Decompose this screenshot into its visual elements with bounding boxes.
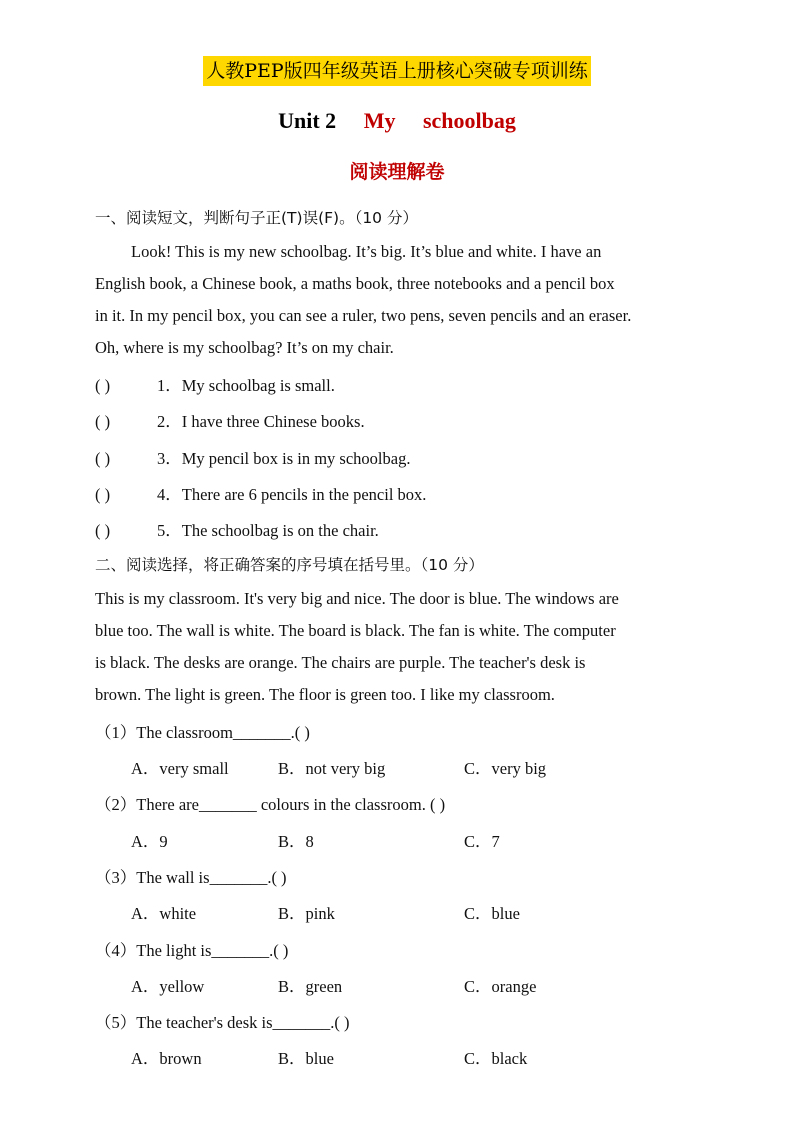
unit-title-word-1: My (363, 108, 396, 133)
mc-question-stem: （2）There are_______ colours in the classroom. ( ) (95, 795, 446, 814)
option-c[interactable]: C．orange (464, 977, 537, 996)
section1-passage-line: Oh, where is my schoolbag? It’s on my chair. (95, 338, 394, 357)
unit-label: Unit 2 (278, 108, 337, 133)
question-text: 5．The schoolbag is on the chair. (157, 521, 379, 540)
option-b[interactable]: B．not very big (278, 759, 386, 778)
unit-title-word-2: schoolbag (422, 108, 516, 133)
mc-question-stem: （5）The teacher's desk is_______.( ) (95, 1013, 350, 1032)
option-b[interactable]: B．8 (278, 832, 314, 851)
question-text: 4．There are 6 pencils in the pencil box. (157, 485, 427, 504)
option-c[interactable]: C．blue (464, 904, 520, 923)
unit-title (0, 108, 794, 134)
answer-blank[interactable]: ( ) (95, 449, 111, 468)
option-a[interactable]: A．yellow (131, 977, 205, 996)
option-c[interactable]: C．7 (464, 832, 500, 851)
answer-blank[interactable]: ( ) (95, 521, 111, 540)
question-text: 1．My schoolbag is small. (157, 376, 335, 395)
answer-blank[interactable]: ( ) (95, 412, 111, 431)
section1-passage-line: in it. In my pencil box, you can see a ruler, two pens, seven pencils and an eraser. (95, 306, 632, 325)
question-text: 3．My pencil box is in my schoolbag. (157, 449, 411, 468)
option-a[interactable]: A．very small (131, 759, 229, 778)
section1-heading: 一、阅读短文，判断句子正(T)误(F)。（10 分） (95, 209, 418, 227)
option-a[interactable]: A．white (131, 904, 197, 923)
section1-passage-line: English book, a Chinese book, a maths book, three notebooks and a pencil box (95, 274, 615, 293)
mc-question-stem: （3）The wall is_______.( ) (95, 868, 287, 887)
tf-question (95, 481, 426, 505)
tf-question (95, 408, 365, 432)
paper-subtitle: 阅读理解卷 (349, 161, 445, 183)
tf-question (95, 445, 410, 469)
tf-question (95, 517, 379, 541)
mc-question-stem: （1）The classroom_______.( ) (95, 723, 310, 742)
option-b[interactable]: B．pink (278, 904, 335, 923)
option-c[interactable]: C．very big (464, 759, 547, 778)
question-text: 2．I have three Chinese books. (157, 412, 365, 431)
section2-passage-line: is black. The desks are orange. The chairs are purple. The teacher's desk is (95, 653, 586, 672)
section2-passage-line: brown. The light is green. The floor is green too. I like my classroom. (95, 685, 555, 704)
option-a[interactable]: A．brown (131, 1049, 202, 1068)
option-c[interactable]: C．black (464, 1049, 528, 1068)
mc-question-stem: （4）The light is_______.( ) (95, 941, 289, 960)
option-b[interactable]: B．green (278, 977, 343, 996)
section2-passage-line: blue too. The wall is white. The board is black. The fan is white. The computer (95, 621, 616, 640)
section1-passage-line: Look! This is my new schoolbag. It’s big. It’s blue and white. I have an (131, 242, 602, 261)
answer-blank[interactable]: ( ) (95, 485, 111, 504)
option-a[interactable]: A．9 (131, 832, 168, 851)
option-b[interactable]: B．blue (278, 1049, 334, 1068)
tf-question (95, 372, 335, 396)
banner-title (0, 56, 794, 83)
answer-blank[interactable]: ( ) (95, 376, 111, 395)
banner-text: 人教PEP版四年级英语上册核心突破专项训练 (203, 56, 590, 86)
section2-heading: 二、阅读选择，将正确答案的序号填在括号里。（10 分） (95, 556, 484, 574)
section2-passage-line: This is my classroom. It's very big and nice. The door is blue. The windows are (95, 589, 619, 608)
